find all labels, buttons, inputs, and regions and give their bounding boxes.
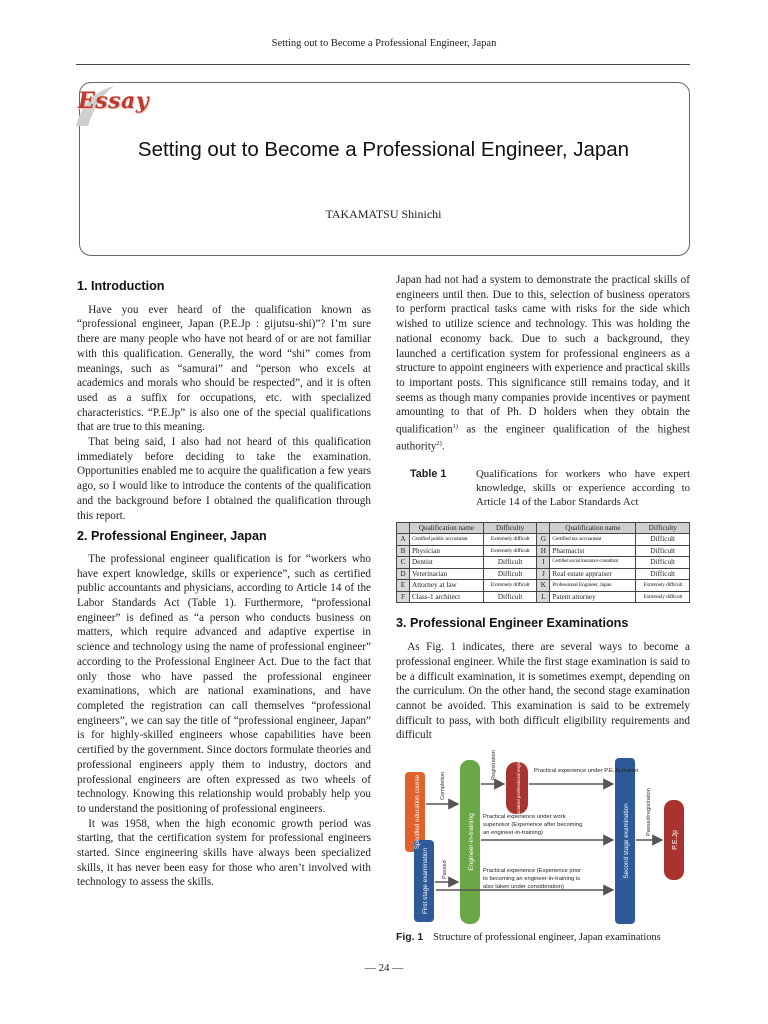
- table-cell: Professional Engineer, Japan: [550, 580, 636, 592]
- table-cell: Extremely difficult: [483, 534, 537, 546]
- paragraph: That being said, I also had not heard of this qualification immediately before deciding to take the examination. Opportunities enabled me to acquire the qualification a few years ago, so I would like to introduce the contents of the qualification and the background before I obtained the qualification through this report.: [77, 436, 371, 522]
- header-rule: [76, 64, 690, 65]
- table-cell-key: B: [397, 545, 410, 557]
- experience-note-3c: also taken under consideration): [483, 884, 564, 890]
- figure-1-diagram: [400, 742, 690, 932]
- table-row: [397, 580, 690, 592]
- paragraph-text: .: [441, 441, 445, 454]
- section-heading-introduction: 1. Introduction: [77, 279, 165, 293]
- table-cell: Physician: [410, 545, 484, 557]
- paragraph: It was 1958, when the high economic growth period was starting, that the certification system for professional engineers started. Since engineering skills have always been specialized skills, it has never been easy for those who aren’t involved with technology to assess the skills.: [77, 817, 371, 889]
- table-cell-key: H: [537, 545, 550, 557]
- experience-note-3a: Practical experience (Experience prior: [483, 868, 581, 874]
- engineer-in-training-label: Engineer-in-training: [468, 813, 475, 871]
- table-cell-key: G: [537, 534, 550, 546]
- associated-pe-label: Associated professional engineer: [516, 754, 521, 822]
- table-cell-key: F: [397, 591, 410, 603]
- table-cell-key: D: [397, 568, 410, 580]
- table-row: [397, 545, 690, 557]
- table-cell: Difficult: [636, 534, 690, 546]
- completion-label: Completion: [440, 771, 446, 800]
- table-row: [397, 557, 690, 569]
- table-cell: Certified tax accountant: [550, 534, 636, 546]
- table-header-corner: [537, 522, 550, 534]
- table-cell: Difficult: [483, 591, 537, 603]
- table-cell-key: L: [537, 591, 550, 603]
- page-number: — 24 —: [364, 962, 404, 974]
- specified-course-label: Specified education course: [414, 774, 421, 850]
- table-cell: Attorney at law: [410, 580, 484, 592]
- table-cell-key: I: [537, 557, 550, 569]
- table-cell: Dentist: [410, 557, 484, 569]
- table-cell: Difficult: [636, 568, 690, 580]
- table-row: [397, 568, 690, 580]
- table-header-cell: Qualification name: [550, 522, 636, 534]
- table-cell: Real estate appraiser: [550, 568, 636, 580]
- second-stage-label: Second stage examination: [623, 803, 630, 879]
- table-header-cell: Difficulty: [483, 522, 537, 534]
- table-cell: Class-1 architect: [410, 591, 484, 603]
- section-heading-examinations: 3. Professional Engineer Examinations: [396, 616, 629, 631]
- author: TAKAMATSU Shinichi: [325, 207, 442, 221]
- table-cell: Extremely difficult: [483, 580, 537, 592]
- qualifications-table: [396, 522, 690, 604]
- table-cell: Certified social insurance consultant: [550, 557, 636, 569]
- table-cell-key: C: [397, 557, 410, 569]
- table-cell: Pharmacist: [550, 545, 636, 557]
- right-column: [396, 273, 690, 743]
- passed-registration-label: Passed/registration: [646, 788, 652, 836]
- table-cell: Difficult: [483, 568, 537, 580]
- first-stage-label: First stage examination: [422, 847, 429, 915]
- essay-tag: Essay: [78, 88, 150, 114]
- experience-note-2b: supervisor (Experience after becoming: [483, 822, 583, 828]
- figure-label: Fig. 1: [396, 932, 424, 943]
- paragraph: The professional engineer qualification is for “workers who have expert knowledge, skills or experience”, such as certified public accountants and physicians, according to Article 14 of the Labor Standards Act (Table 1). Furthermore, “professional engineer” is defined as “a person who conducts business on matters, which require advanced and adaptive expertise in science and technology using the name of professional engineer” according to the Professional Engineer Act. Due to the fact that only those who have passed the professional engineer examinations, which are national examinations, and have completed the registration can call themselves “professional engineers”, we can say the title of “professional engineer, Japan” is for highly-skilled engineers whose capabilities have been certified by the government. Since doctors formulate theories and professional engineers apply them to industry, doctors and professional engineers are often expressed as two wheels of technology. Knowing this relationship would probably help you to understand the positioning of professional engineers.: [77, 552, 371, 815]
- experience-note-2a: Practical experience under work: [483, 814, 566, 820]
- table-row: [397, 591, 690, 603]
- table-label: Table 1: [410, 467, 447, 480]
- figure-caption-text: Structure of professional engineer, Japan examinations: [433, 932, 661, 943]
- reference-marker: 1): [452, 423, 458, 431]
- paragraph: As Fig. 1 indicates, there are several ways to become a professional engineer. While the first stage examination is said to be a difficult examination, it is sometimes exempt, depending on the curriculum. On the other hand, the second stage examination cannot be avoided. This examination is said to be extremely difficult to pass, with both difficult eligibility requirements and difficult: [396, 641, 690, 742]
- left-column: [77, 279, 371, 890]
- table-header-cell: Qualification name: [410, 522, 484, 534]
- table-cell-key: K: [537, 580, 550, 592]
- table-row: [397, 534, 690, 546]
- table-cell-key: A: [397, 534, 410, 546]
- table-cell: Extremely difficult: [483, 545, 537, 557]
- table-caption-text: Qualifications for workers who have expert knowledge, skills or experience according to Article 14 of the Labor Standards Act: [476, 467, 690, 508]
- figure-caption: [396, 932, 661, 943]
- paragraph-text: as the engineer qualification of the highest authority: [396, 423, 690, 454]
- table-header-corner: [397, 522, 410, 534]
- table-cell: Certified public accountant: [410, 534, 484, 546]
- registration-label: Registration: [491, 750, 497, 780]
- table-cell-key: E: [397, 580, 410, 592]
- table-cell: Extremely difficult: [636, 580, 690, 592]
- table-cell: Difficult: [636, 557, 690, 569]
- pejp-label: P.E.Jp: [672, 830, 679, 850]
- running-header: Setting out to Become a Professional Engineer, Japan: [271, 38, 497, 49]
- paragraph: [396, 273, 690, 455]
- paragraph: Have you ever heard of the qualification known as “professional engineer, Japan (P.E.Jp : gijutsu-shi)”? I’m sure there are many people who have not heard of or are not familiar with this qualification. Generally, the word “shi” comes from meanings, such as “samurai” and “person who excels at academics and morals who should be respected”, and it is often used as a suffix for occupations, etc. with specialized characteristics. “P.E.Jp” is also one of the special qualifications that are true to this meaning.: [77, 303, 371, 434]
- reference-marker: 2): [436, 440, 442, 448]
- table-header-row: [397, 522, 690, 534]
- table-cell: Difficult: [483, 557, 537, 569]
- table-cell: Veterinarian: [410, 568, 484, 580]
- table-cell: Patent attorney: [550, 591, 636, 603]
- experience-note-1: Practical experience under P.E.Jp trainer: [534, 768, 639, 774]
- page-title: Setting out to Become a Professional Engineer, Japan: [137, 138, 630, 161]
- table-cell: Difficult: [636, 545, 690, 557]
- table-caption: [396, 467, 690, 509]
- title-box: [79, 82, 690, 256]
- section-heading-professional-engineer: 2. Professional Engineer, Japan: [77, 529, 267, 544]
- table-header-cell: Difficulty: [636, 522, 690, 534]
- experience-note-3b: to becoming an engineer-in-training is: [483, 876, 580, 882]
- paragraph-text: Japan had not had a system to demonstrate the practical skills of engineers until then. Due to this, selection of business operators to perform practical tasks came with risks for the side which wished to utilize science and technology. This was holding the national economy back. Due to such a background, they launched a certification system for professional engineers as a structure to appoint engineers with experience and practical skills to important posts. This significance still remains today, and it seems as though many companies provide incentives or payment amounting to that of Ph. D holders when they obtain the qualification: [396, 274, 690, 436]
- experience-note-2c: an engineer-in-training): [483, 830, 543, 836]
- table-cell-key: J: [537, 568, 550, 580]
- passed-label: Passed: [442, 860, 448, 879]
- table-cell: Extremely difficult: [636, 591, 690, 603]
